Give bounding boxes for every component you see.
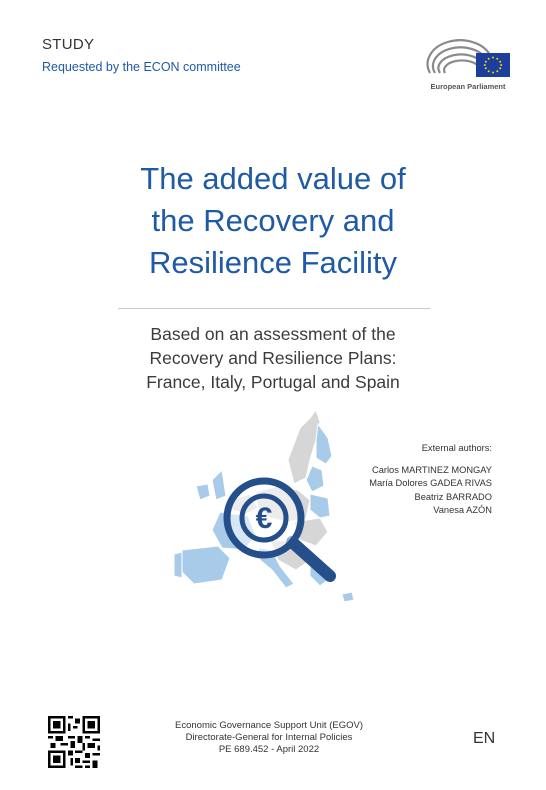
subtitle-line: Based on an assessment of the [150,324,396,344]
title-line: Resilience Facility [148,245,398,280]
footer-block [156,720,382,756]
svg-text:€: € [255,502,273,535]
qr-code [48,716,100,768]
title-divider [118,308,430,309]
logo-caption: European Parliament [430,82,506,91]
footer-reference: PE 689.452 - April 2022 [218,744,320,755]
author-name: Beatriz BARRADO [414,491,492,502]
document-subtitle [90,322,456,394]
footer-directorate: Directorate-General for Internal Policies [185,732,353,743]
author-name: María Dolores GADEA RIVAS [369,478,492,489]
authors-label: External authors: [421,443,492,453]
document-title [60,158,486,284]
footer-unit: Economic Governance Support Unit (EGOV) [175,720,363,731]
subtitle-line: France, Italy, Portugal and Spain [146,372,400,392]
language-code: EN [473,730,496,747]
author-name: Vanesa AZÓN [433,504,492,515]
document-type: STUDY [42,36,95,53]
title-line: The added value of [140,161,406,196]
authors-block [330,442,492,517]
requested-by: Requested by the ECON committee [42,60,241,74]
author-name: Carlos MARTINEZ MONGAY [371,465,492,476]
subtitle-line: Recovery and Resilience Plans: [149,348,397,368]
title-line: the Recovery and [151,203,395,238]
